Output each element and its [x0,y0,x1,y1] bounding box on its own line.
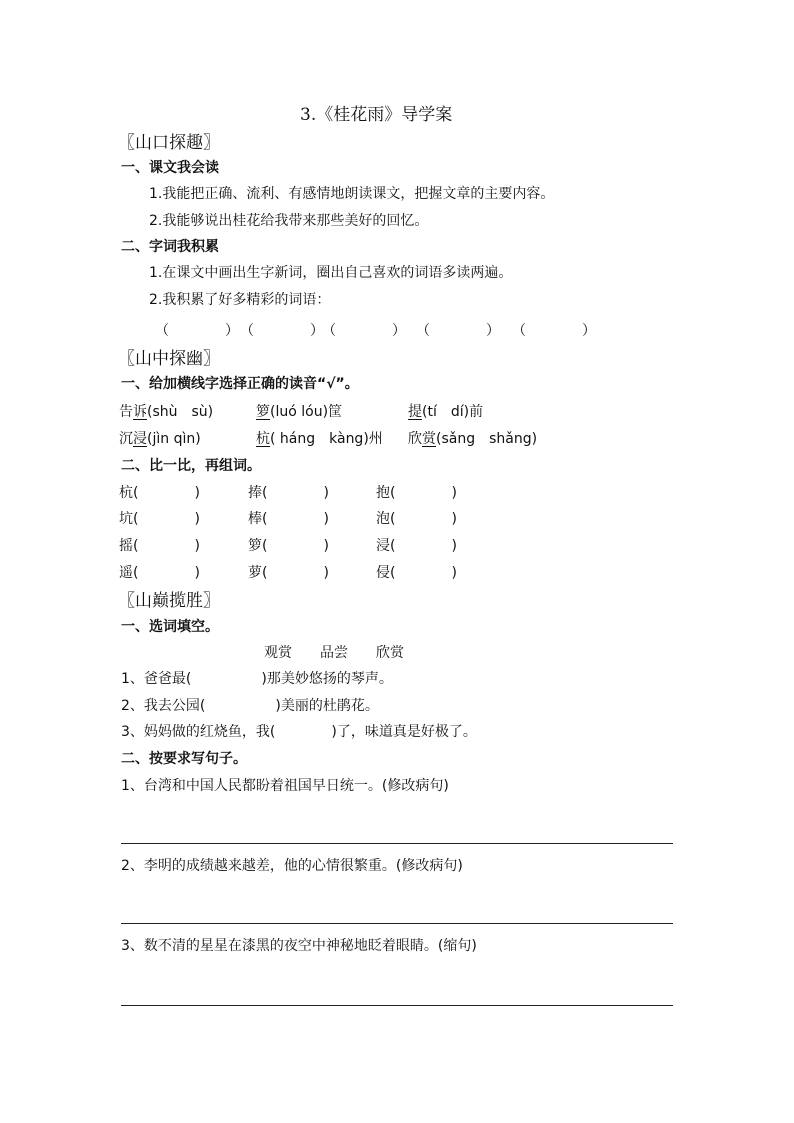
answer-line-1[interactable] [121,843,673,844]
read-item-2: 2.我能够说出桂花给我带来那些美好的回忆。 [149,213,429,229]
pinyin-item[interactable] [119,428,201,448]
word-blank[interactable]: （ ） [240,323,324,339]
word-blank[interactable]: （ ） [155,323,239,339]
page-title: 3.《桂花雨》导学案 [300,105,453,125]
pinyin-item[interactable] [119,401,213,421]
section-heading-3: 〖山巅揽胜〗 [118,591,220,611]
pinyin-item[interactable] [408,401,483,421]
compare-cell[interactable]: 棒( ) [248,511,329,527]
words-item-1: 1.在课文中画出生字新词，圈出自己喜欢的词语多读两遍。 [149,265,513,281]
compare-cell[interactable]: 泡( ) [376,511,457,527]
compare-cell[interactable]: 摇( ) [119,538,200,554]
subheading-words: 二、字词我积累 [121,239,219,255]
subheading-choose: 一、选词填空。 [121,619,219,635]
pinyin-target: 提 [408,404,422,420]
compare-cell[interactable]: 浸( ) [376,538,457,554]
pinyin-options: ( háng kàng)州 [270,431,383,447]
pinyin-options: (luó lóu)筐 [270,404,343,420]
fill-sentence-2[interactable]: 2、我去公园( )美丽的杜鹃花。 [121,698,379,714]
words-item-2: 2.我积累了好多精彩的词语： [149,292,331,308]
subheading-compare: 二、比一比，再组词。 [121,458,261,474]
compare-cell[interactable]: 杭( ) [119,485,200,501]
compare-cell[interactable]: 抱( ) [376,485,457,501]
pinyin-target: 杭 [256,431,270,447]
pinyin-target: 赏 [422,431,436,447]
answer-line-2[interactable] [121,923,673,924]
pinyin-prefix: 告 [119,404,133,420]
compare-cell[interactable]: 遥( ) [119,565,200,581]
pinyin-target: 箩 [256,404,270,420]
pinyin-options: (sǎng shǎng) [436,431,538,447]
subheading-read: 一、课文我会读 [121,160,219,176]
pinyin-item[interactable] [408,428,537,448]
pinyin-item[interactable] [256,401,342,421]
compare-cell[interactable]: 箩( ) [248,538,329,554]
pinyin-target: 诉 [133,404,147,420]
word-choices: 观赏 品尝 欣赏 [264,645,404,661]
pinyin-item[interactable] [256,428,383,448]
subheading-sentences: 二、按要求写句子。 [121,751,247,767]
read-item-1: 1.我能把正确、流利、有感情地朗读课文，把握文章的主要内容。 [149,186,555,202]
compare-cell[interactable]: 萝( ) [248,565,329,581]
pinyin-options: (tí dí)前 [422,404,484,420]
word-blank[interactable]: （ ） [512,323,596,339]
pinyin-target: 浸 [133,431,147,447]
word-blank[interactable]: （ ） [322,323,406,339]
subheading-pinyin: 一、给加横线字选择正确的读音“√”。 [121,376,359,392]
compare-cell[interactable]: 捧( ) [248,485,329,501]
fill-sentence-3[interactable]: 3、妈妈做的红烧鱼，我( )了，味道真是好极了。 [121,724,477,740]
fill-sentence-1[interactable]: 1、爸爸最( )那美妙悠扬的琴声。 [121,671,393,687]
pinyin-prefix: 欣 [408,431,422,447]
sentence-task-2: 2、李明的成绩越来越差，他的心情很繁重。(修改病句) [121,858,463,874]
compare-cell[interactable]: 侵( ) [376,565,457,581]
pinyin-prefix: 沉 [119,431,133,447]
compare-cell[interactable]: 坑( ) [119,511,200,527]
word-blank[interactable]: （ ） [416,323,500,339]
answer-line-3[interactable] [121,1005,673,1006]
section-heading-2: 〖山中探幽〗 [118,349,220,369]
sentence-task-1: 1、台湾和中国人民都盼着祖国早日统一。(修改病句) [121,778,449,794]
pinyin-options: (jìn qìn) [147,431,201,447]
sentence-task-3: 3、数不清的星星在漆黑的夜空中神秘地眨着眼睛。(缩句) [121,938,477,954]
section-heading-1: 〖山口探趣〗 [118,133,220,153]
pinyin-options: (shù sù) [147,404,214,420]
